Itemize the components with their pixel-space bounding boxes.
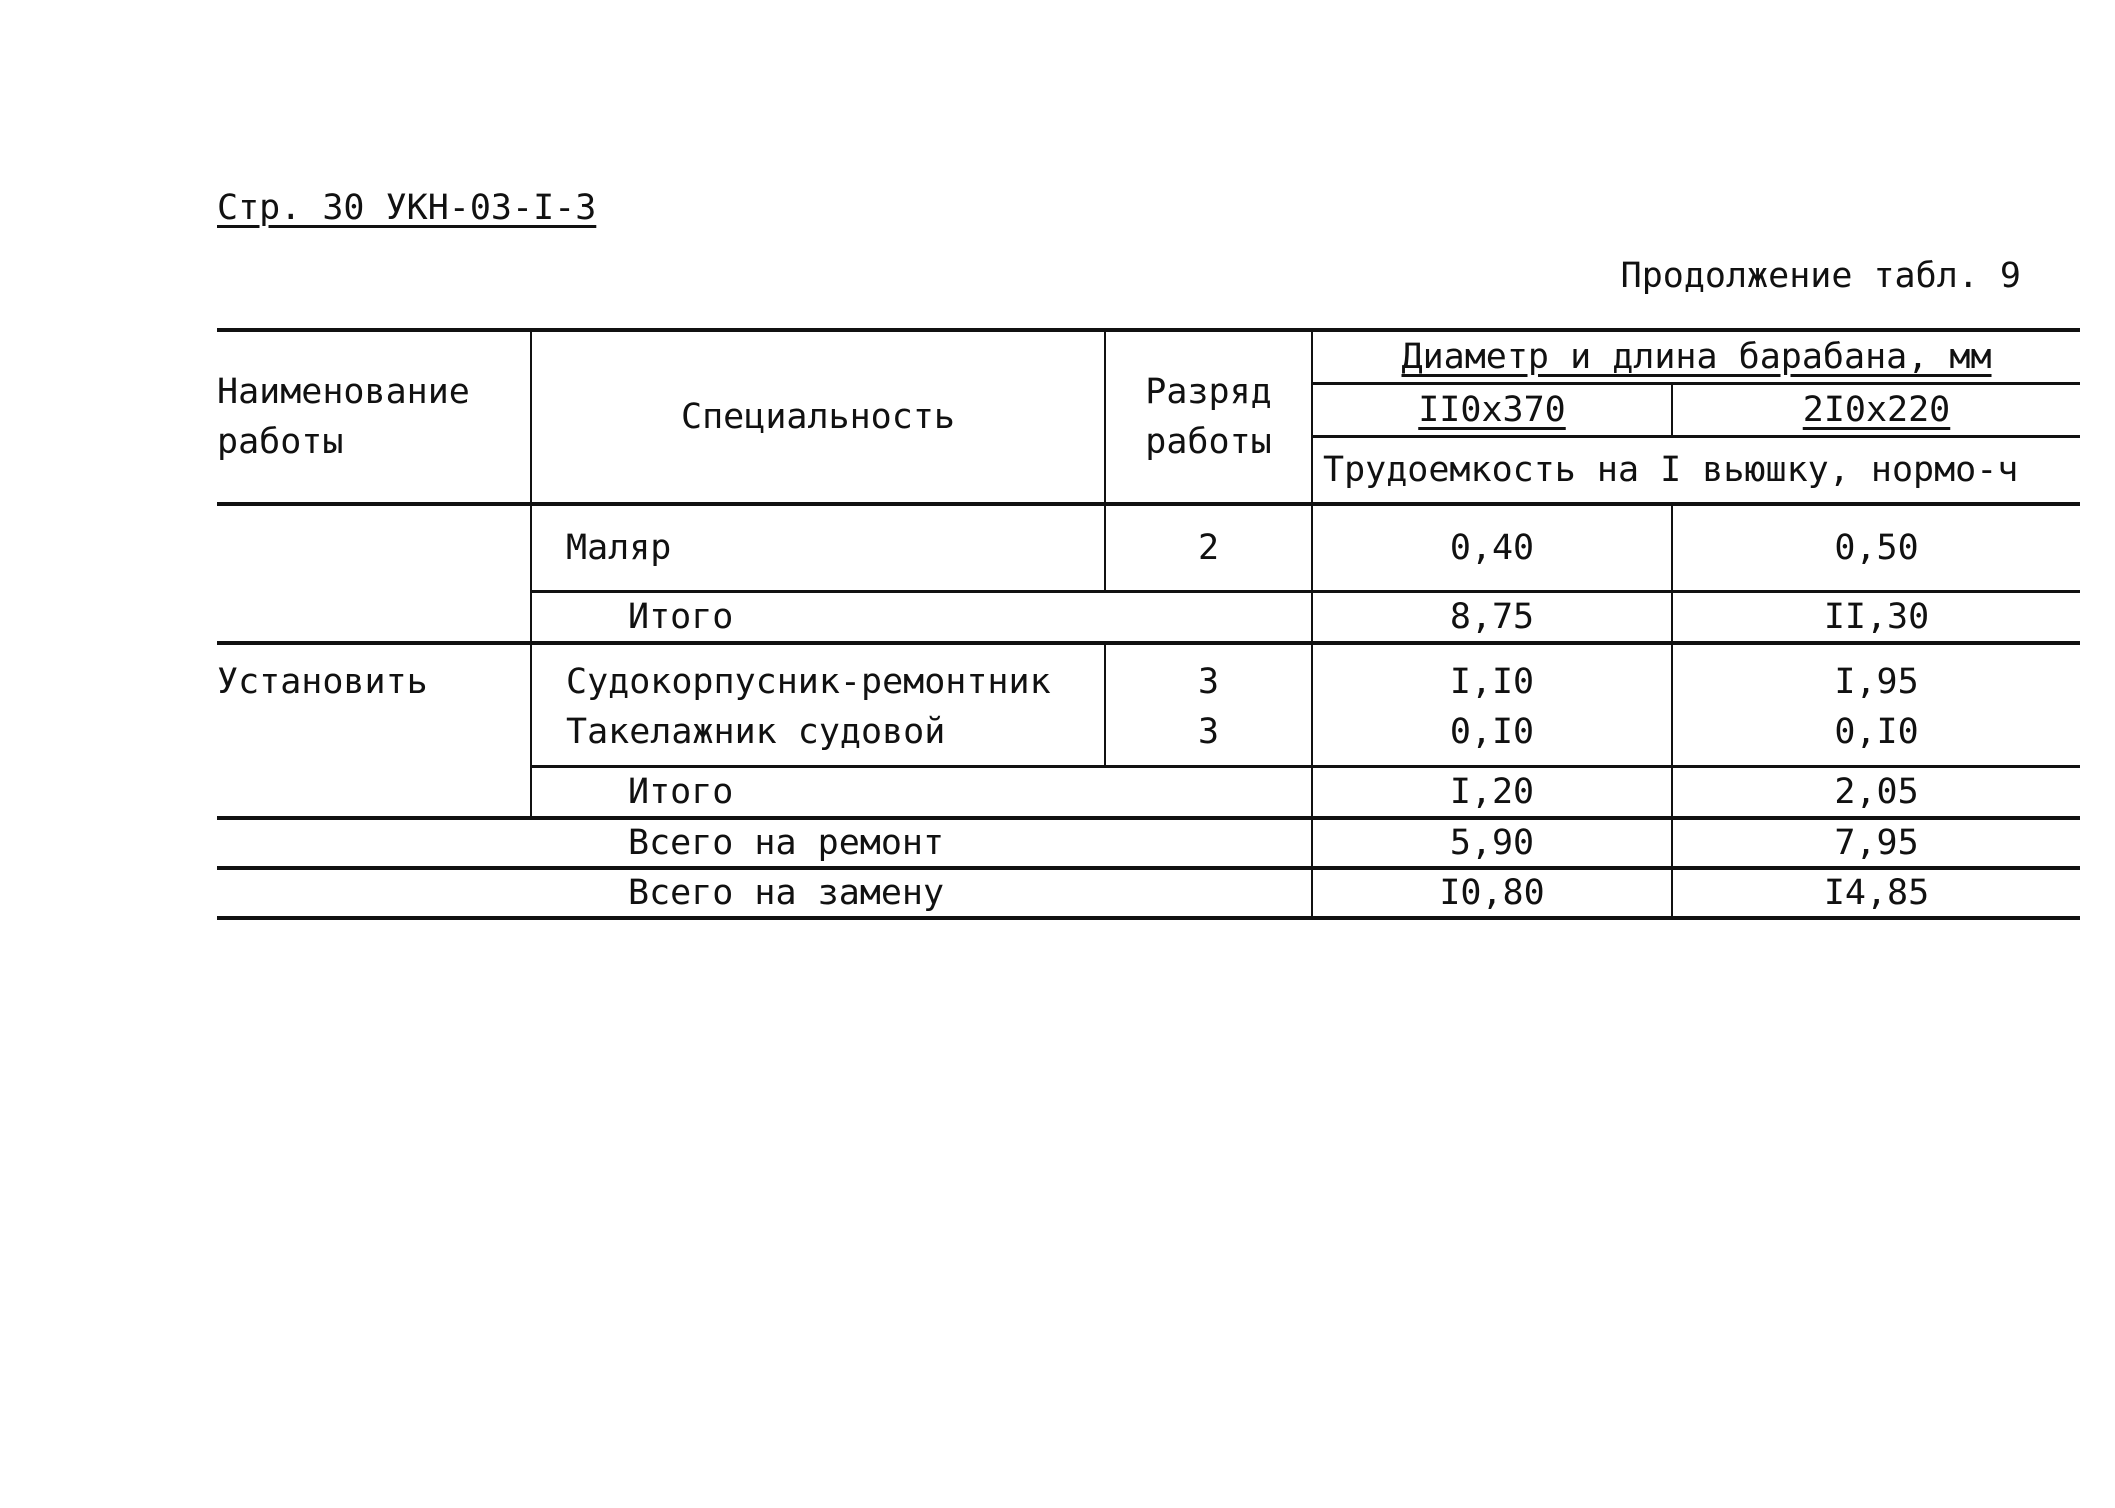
table-row	[217, 504, 2080, 592]
table-row	[217, 643, 2080, 707]
subtotal-value-size-1: I,20	[1312, 767, 1672, 819]
specialty-cell: Судокорпусник-ремонтник	[531, 643, 1105, 707]
grand-total-label: Всего на ремонт	[217, 818, 1312, 868]
grand-total-row	[217, 868, 2080, 918]
specialty-cell: Маляр	[531, 504, 1105, 592]
grand-total-value-size-1: 5,90	[1312, 818, 1672, 868]
grand-total-value-size-2: 7,95	[1672, 818, 2080, 868]
grand-total-row	[217, 818, 2080, 868]
header-work-name: Наименование работы	[217, 330, 531, 504]
value-cell-size-1: I,I0	[1312, 643, 1672, 707]
subtotal-label: Итого	[531, 592, 1312, 644]
value-cell-size-2: 0,I0	[1672, 707, 2080, 767]
header-size-1: II0x370	[1312, 384, 1672, 437]
grand-total-label: Всего на замену	[217, 868, 1312, 918]
header-drum-size: Диаметр и длина барабана, мм	[1312, 330, 2080, 384]
grand-total-value-size-1: I0,80	[1312, 868, 1672, 918]
header-specialty: Специальность	[531, 330, 1105, 504]
page-header: Стр. 30 УКН-03-I-3	[217, 188, 597, 228]
grand-total-value-size-2: I4,85	[1672, 868, 2080, 918]
subtotal-value-size-1: 8,75	[1312, 592, 1672, 644]
grade-cell: 2	[1105, 504, 1312, 592]
table-continuation-label: Продолжение табл. 9	[1620, 256, 2021, 296]
work-name-cell	[217, 504, 531, 643]
value-cell-size-2: I,95	[1672, 643, 2080, 707]
labor-table	[217, 328, 2080, 920]
grade-cell: 3	[1105, 707, 1312, 767]
header-size-2: 2I0x220	[1672, 384, 2080, 437]
labor-table-container	[217, 328, 2080, 920]
header-grade: Разряд работы	[1105, 330, 1312, 504]
work-name-install: Установить	[217, 662, 428, 702]
header-labor: Трудоемкость на I вьюшку, нормо-ч	[1312, 437, 2080, 505]
value-cell-size-1: 0,40	[1312, 504, 1672, 592]
grade-cell: 3	[1105, 643, 1312, 707]
subtotal-value-size-2: II,30	[1672, 592, 2080, 644]
specialty-cell: Такелажник судовой	[531, 707, 1105, 767]
subtotal-value-size-2: 2,05	[1672, 767, 2080, 819]
value-cell-size-1: 0,I0	[1312, 707, 1672, 767]
subtotal-label: Итого	[531, 767, 1312, 819]
value-cell-size-2: 0,50	[1672, 504, 2080, 592]
header-row-1	[217, 330, 2080, 384]
